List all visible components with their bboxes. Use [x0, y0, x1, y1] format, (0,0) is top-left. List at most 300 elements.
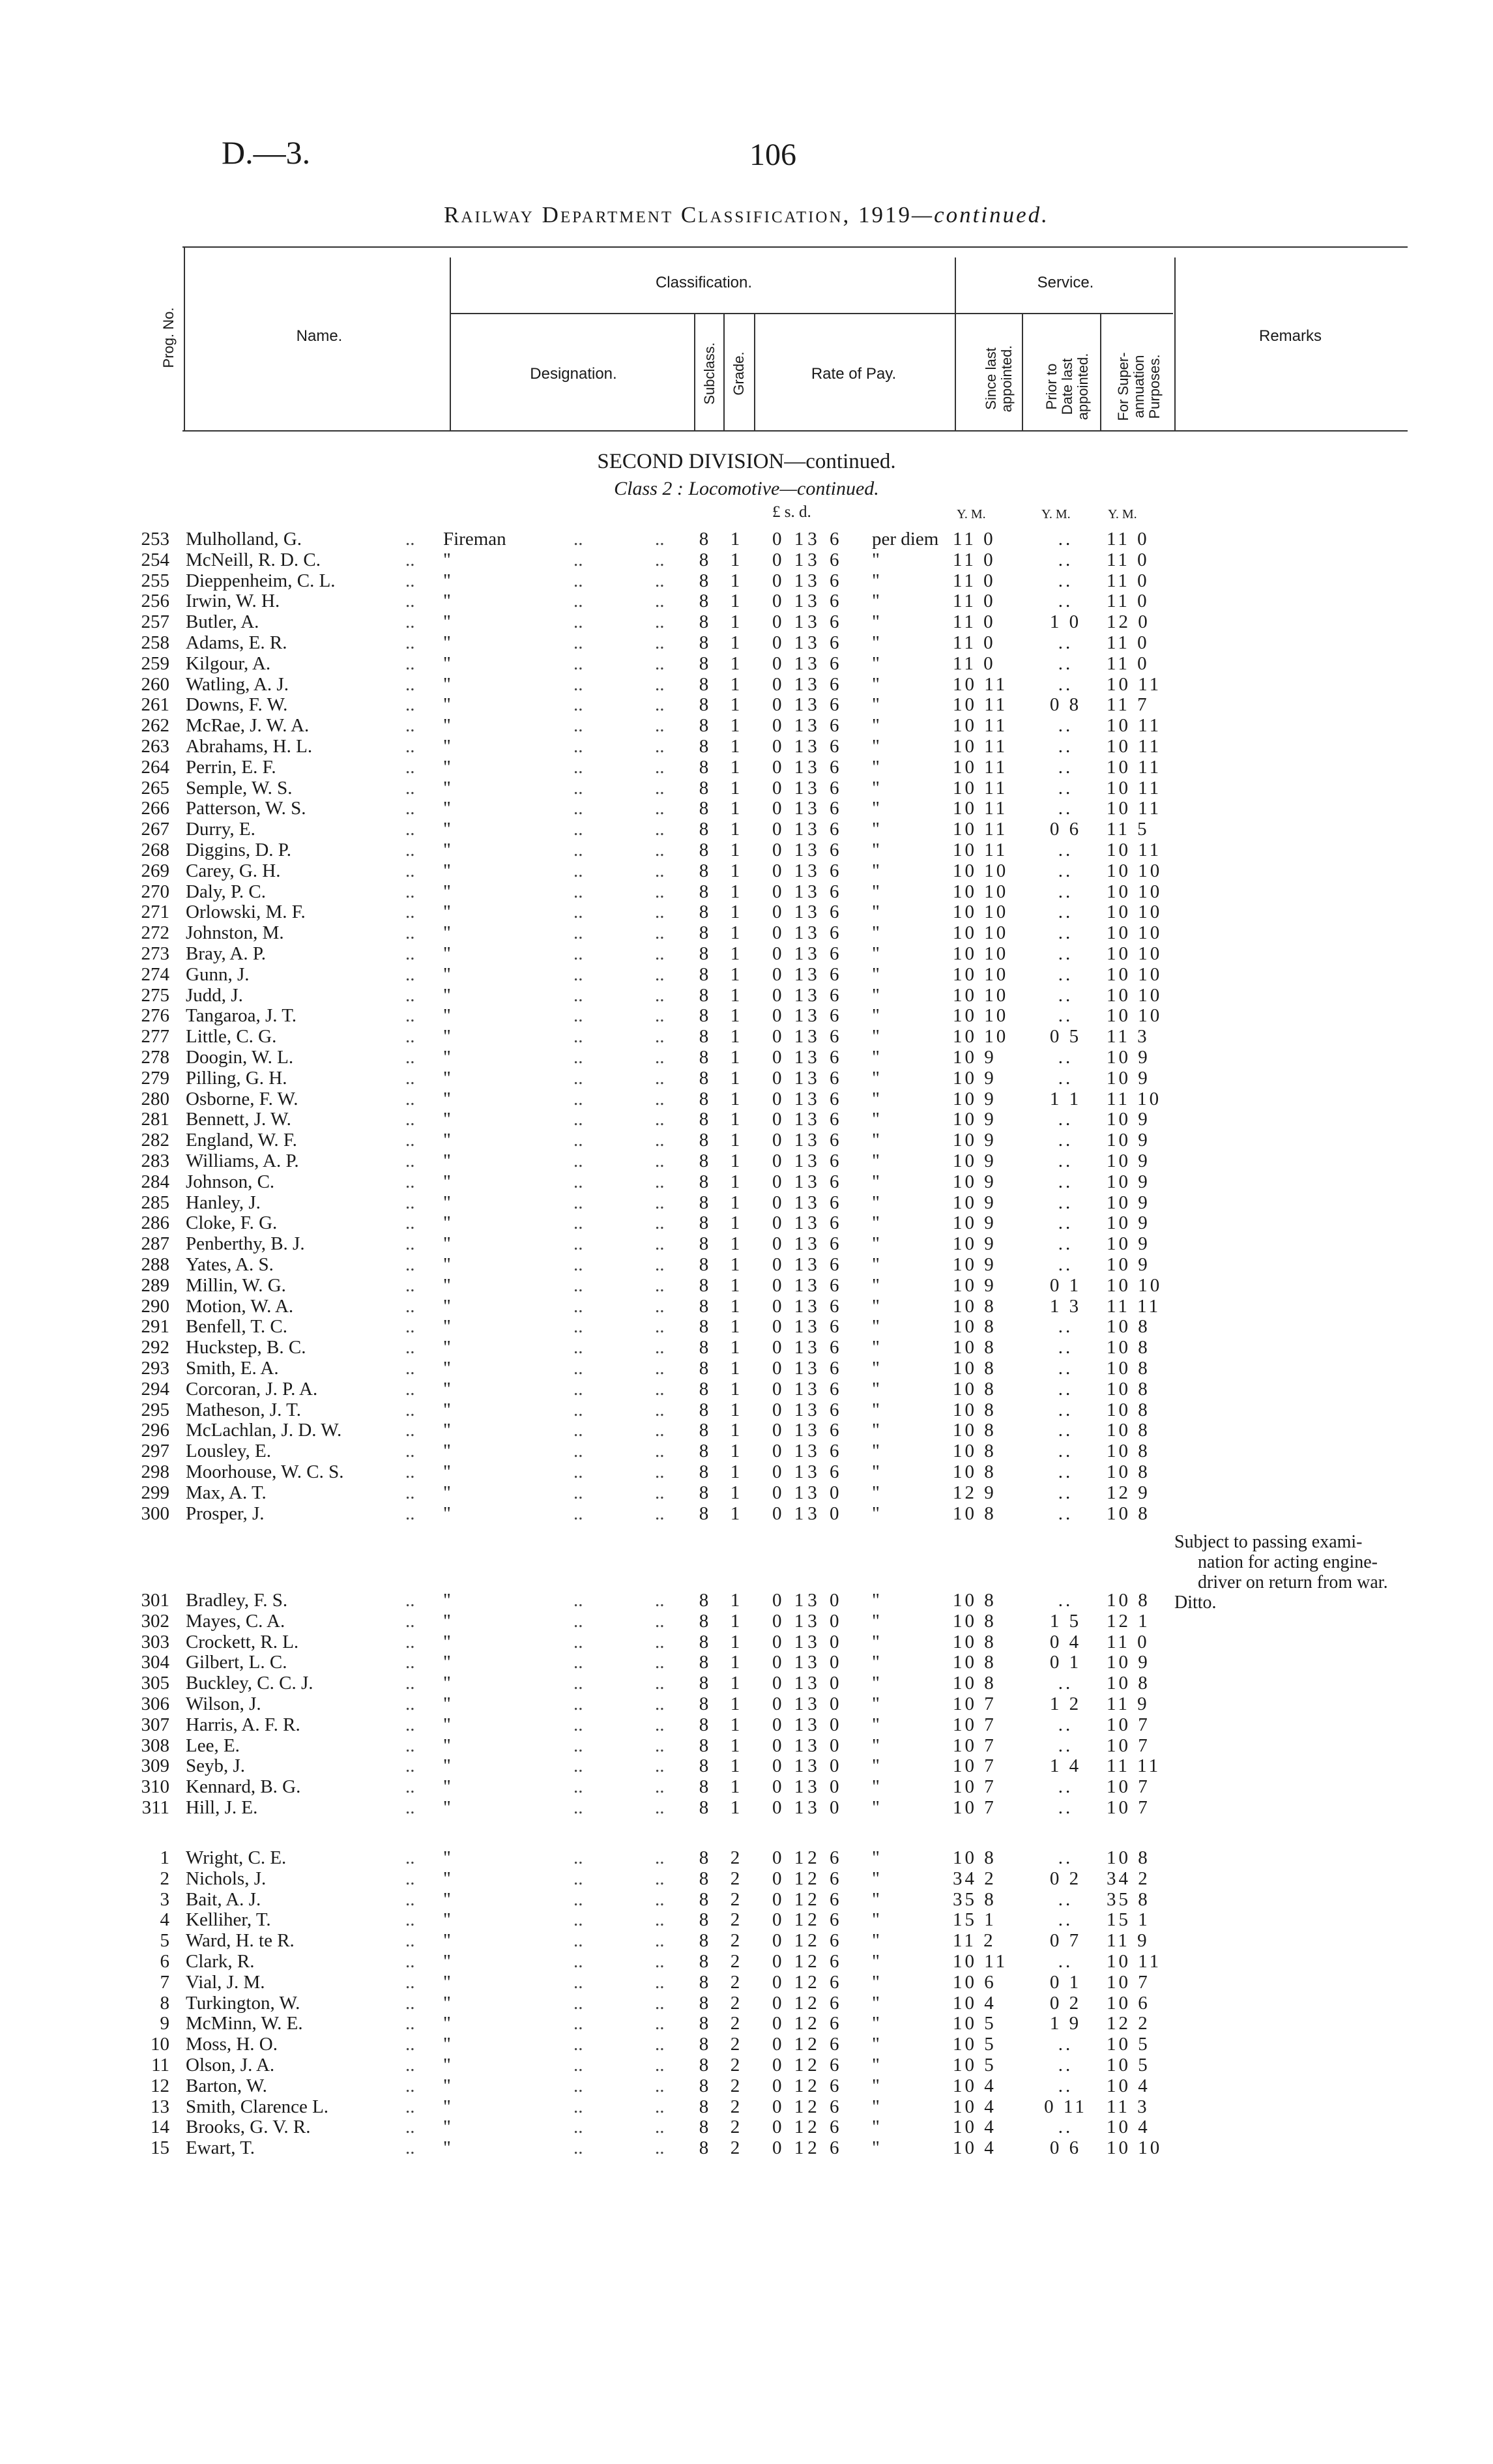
- cell-name: Lee, E.: [186, 1735, 240, 1756]
- cell-pay-unit: ": [872, 653, 880, 674]
- cell-service-super: 10 10: [1107, 922, 1163, 944]
- cell-designation: ": [443, 2096, 451, 2117]
- cell-service-prior: ..: [1058, 632, 1073, 653]
- cell-grade: 1: [730, 922, 740, 944]
- cell-prog-no: 5: [160, 1930, 169, 1952]
- cell-pay-unit: ": [872, 922, 880, 944]
- leader-dots: ..: [405, 1358, 415, 1379]
- cell-service-since: 10 9: [953, 1171, 996, 1192]
- cell-service-prior: 0 1: [1049, 1652, 1082, 1673]
- cell-pay-unit: ": [872, 1171, 880, 1192]
- leader-dots: ..: [655, 1171, 665, 1192]
- cell-service-since: 10 10: [953, 860, 1009, 881]
- cell-grade: 1: [730, 1590, 740, 1611]
- cell-service-super: 11 3: [1107, 1026, 1150, 1048]
- cell-name: Daly, P. C.: [186, 881, 266, 902]
- leader-dots: ..: [573, 1930, 583, 1952]
- cell-designation: ": [443, 2055, 451, 2075]
- cell-pay-unit: ": [872, 1714, 880, 1735]
- cell-name: Crockett, R. L.: [186, 1631, 299, 1652]
- cell-subclass: 8: [699, 1420, 709, 1441]
- cell-pay-unit: ": [872, 1109, 880, 1130]
- cell-pay-unit: ": [872, 819, 880, 840]
- cell-prog-no: 292: [141, 1337, 169, 1358]
- leader-dots: ..: [573, 2034, 583, 2055]
- cell-service-prior: ..: [1058, 2034, 1073, 2055]
- col-rate-of-pay: Rate of Pay.: [811, 365, 897, 383]
- cell-service-super: 11 9: [1107, 1930, 1150, 1952]
- cell-rate-of-pay: 0 13 0: [772, 1631, 843, 1652]
- leader-dots: ..: [655, 736, 665, 757]
- cell-grade: 1: [730, 756, 740, 778]
- leader-dots: ..: [405, 777, 415, 799]
- title-continued: —continued.: [912, 202, 1049, 227]
- cell-rate-of-pay: 0 13 0: [772, 1673, 843, 1694]
- cell-service-super: 10 11: [1107, 1951, 1162, 1972]
- leader-dots: ..: [655, 1992, 665, 2014]
- leader-dots: ..: [405, 1755, 415, 1777]
- cell-designation: ": [443, 1951, 451, 1972]
- cell-service-prior: ..: [1058, 1797, 1073, 1818]
- leader-dots: ..: [655, 1047, 665, 1068]
- rule-prog: [184, 246, 185, 432]
- col-prior-to-date: Prior to Date last appointed.: [1043, 353, 1091, 420]
- cell-rate-of-pay: 0 12 6: [772, 1868, 843, 1889]
- cell-prog-no: 267: [141, 819, 169, 840]
- leader-dots: ..: [573, 2013, 583, 2034]
- cell-pay-unit: ": [872, 1151, 880, 1171]
- cell-pay-unit: ": [872, 591, 880, 612]
- cell-subclass: 8: [699, 1797, 709, 1818]
- cell-pay-unit: ": [872, 1337, 880, 1358]
- cell-prog-no: 2: [160, 1868, 169, 1889]
- leader-dots: ..: [573, 2075, 583, 2096]
- cell-grade: 1: [730, 673, 740, 695]
- leader-dots: ..: [573, 984, 583, 1006]
- cell-designation: ": [443, 1254, 451, 1275]
- cell-service-super: 10 9: [1107, 1151, 1150, 1171]
- cell-grade: 1: [730, 1652, 740, 1673]
- leader-dots: ..: [405, 798, 415, 819]
- leader-dots: ..: [655, 1274, 665, 1296]
- cell-pay-unit: ": [872, 840, 880, 860]
- cell-service-prior: 0 8: [1049, 694, 1082, 716]
- cell-service-super: 11 0: [1107, 529, 1150, 550]
- rule-sub: [723, 314, 725, 432]
- cell-grade: 1: [730, 1358, 740, 1379]
- cell-grade: 1: [730, 1631, 740, 1652]
- cell-pay-unit: ": [872, 756, 880, 778]
- leader-dots: ..: [573, 1151, 583, 1171]
- cell-service-since: 10 11: [953, 736, 1008, 757]
- cell-pay-unit: ": [872, 1776, 880, 1798]
- cell-name: Kennard, B. G.: [186, 1776, 301, 1798]
- cell-pay-unit: ": [872, 902, 880, 923]
- leader-dots: ..: [405, 549, 415, 570]
- cell-service-prior: ..: [1058, 1378, 1073, 1400]
- cell-pay-unit: ": [872, 1358, 880, 1379]
- cell-pay-unit: ": [872, 881, 880, 902]
- cell-name: Patterson, W. S.: [186, 798, 306, 819]
- cell-name: Lousley, E.: [186, 1441, 272, 1462]
- cell-prog-no: 304: [141, 1652, 169, 1673]
- leader-dots: ..: [655, 1088, 665, 1109]
- cell-service-super: 10 10: [1107, 902, 1163, 923]
- table-row: [0, 1109, 1493, 1129]
- leader-dots: ..: [405, 1971, 415, 1993]
- cell-pay-unit: ": [872, 1192, 880, 1213]
- cell-service-prior: 1 3: [1049, 1295, 1082, 1317]
- leader-dots: ..: [573, 798, 583, 819]
- cell-service-since: 10 10: [953, 943, 1009, 964]
- cell-service-prior: 0 11: [1044, 2096, 1087, 2117]
- leader-dots: ..: [573, 2137, 583, 2159]
- cell-service-prior: 0 2: [1049, 1992, 1082, 2014]
- cell-name: Hanley, J.: [186, 1192, 261, 1213]
- cell-name: Smith, Clarence L.: [186, 2096, 329, 2117]
- cell-service-prior: ..: [1058, 1067, 1073, 1089]
- cell-pay-unit: ": [872, 1847, 880, 1868]
- cell-service-since: 35 8: [953, 1888, 996, 1910]
- leader-dots: ..: [655, 1776, 665, 1798]
- cell-service-super: 10 10: [1107, 984, 1163, 1006]
- leader-dots: ..: [655, 2013, 665, 2034]
- cell-subclass: 8: [699, 1233, 709, 1255]
- leader-dots: ..: [405, 736, 415, 757]
- table-row: [0, 1756, 1493, 1776]
- cell-name: Kilgour, A.: [186, 653, 271, 674]
- cell-prog-no: 259: [141, 653, 169, 674]
- cell-designation: ": [443, 1026, 451, 1048]
- cell-service-prior: 0 1: [1049, 1971, 1082, 1993]
- leader-dots: ..: [573, 860, 583, 881]
- leader-dots: ..: [655, 1735, 665, 1756]
- cell-rate-of-pay: 0 12 6: [772, 2055, 843, 2075]
- cell-service-since: 10 11: [953, 673, 1008, 695]
- cell-subclass: 8: [699, 1461, 709, 1482]
- leader-dots: ..: [405, 611, 415, 633]
- cell-service-since: 10 7: [953, 1755, 996, 1777]
- leader-dots: ..: [405, 653, 415, 674]
- cell-designation: ": [443, 943, 451, 964]
- leader-dots: ..: [655, 1316, 665, 1338]
- cell-name: Matheson, J. T.: [186, 1399, 301, 1420]
- cell-designation: ": [443, 963, 451, 985]
- leader-dots: ..: [573, 1971, 583, 1993]
- leader-dots: ..: [655, 1192, 665, 1213]
- cell-grade: 1: [730, 777, 740, 799]
- cell-pay-unit: ": [872, 1951, 880, 1972]
- cell-rate-of-pay: 0 13 6: [772, 756, 843, 778]
- cell-service-super: 10 11: [1107, 798, 1162, 819]
- cell-name: Barton, W.: [186, 2075, 267, 2096]
- cell-service-since: 11 0: [953, 611, 996, 633]
- cell-pay-unit: ": [872, 1212, 880, 1234]
- leader-dots: ..: [405, 570, 415, 591]
- cell-rate-of-pay: 0 12 6: [772, 1951, 843, 1972]
- cell-service-super: 10 9: [1107, 1254, 1150, 1275]
- cell-prog-no: 302: [141, 1610, 169, 1632]
- leader-dots: ..: [655, 570, 665, 591]
- leader-dots: ..: [405, 860, 415, 881]
- leader-dots: ..: [573, 1171, 583, 1192]
- cell-pay-unit: ": [872, 736, 880, 757]
- cell-service-super: 10 7: [1107, 1776, 1150, 1798]
- cell-service-super: 10 11: [1107, 673, 1162, 695]
- cell-prog-no: 282: [141, 1130, 169, 1151]
- cell-service-since: 10 8: [953, 1295, 996, 1317]
- cell-grade: 1: [730, 984, 740, 1006]
- cell-name: Pilling, G. H.: [186, 1067, 287, 1089]
- leader-dots: ..: [573, 1714, 583, 1735]
- cell-rate-of-pay: 0 12 6: [772, 2117, 843, 2138]
- cell-designation: ": [443, 2137, 451, 2159]
- leader-dots: ..: [405, 1992, 415, 2014]
- cell-pay-unit: ": [872, 1590, 880, 1611]
- leader-dots: ..: [405, 591, 415, 612]
- cell-name: Seyb, J.: [186, 1755, 246, 1777]
- leader-dots: ..: [573, 1295, 583, 1317]
- cell-service-since: 10 11: [953, 840, 1008, 860]
- cell-subclass: 8: [699, 1212, 709, 1234]
- cell-name: McNeill, R. D. C.: [186, 549, 321, 570]
- cell-rate-of-pay: 0 13 6: [772, 611, 843, 633]
- cell-service-since: 10 9: [953, 1212, 996, 1234]
- cell-designation: ": [443, 1631, 451, 1652]
- leader-dots: ..: [573, 1212, 583, 1234]
- cell-service-super: 10 6: [1107, 1992, 1150, 2014]
- table-row: [0, 1952, 1493, 1971]
- leader-dots: ..: [405, 2117, 415, 2138]
- leader-dots: ..: [573, 1776, 583, 1798]
- cell-prog-no: 263: [141, 736, 169, 757]
- cell-service-super: 10 8: [1107, 1847, 1150, 1868]
- table-row: [0, 819, 1493, 839]
- cell-rate-of-pay: 0 13 6: [772, 963, 843, 985]
- cell-name: Bray, A. P.: [186, 943, 266, 964]
- cell-prog-no: 274: [141, 963, 169, 985]
- leader-dots: ..: [573, 1797, 583, 1818]
- table-row: [0, 902, 1493, 922]
- cell-subclass: 8: [699, 1847, 709, 1868]
- cell-name: Turkington, W.: [186, 1992, 300, 2014]
- cell-name: Williams, A. P.: [186, 1151, 299, 1171]
- leader-dots: ..: [655, 1868, 665, 1889]
- cell-subclass: 8: [699, 2034, 709, 2055]
- leader-dots: ..: [405, 1909, 415, 1931]
- cell-rate-of-pay: 0 13 6: [772, 632, 843, 653]
- leader-dots: ..: [405, 1735, 415, 1756]
- table-row: [0, 1297, 1493, 1316]
- cell-grade: 1: [730, 570, 740, 591]
- cell-service-prior: 1 5: [1049, 1610, 1082, 1632]
- cell-designation: ": [443, 549, 451, 570]
- cell-pay-unit: ": [872, 2137, 880, 2159]
- cell-grade: 1: [730, 1088, 740, 1109]
- cell-subclass: 8: [699, 1026, 709, 1048]
- cell-subclass: 8: [699, 570, 709, 591]
- cell-service-prior: ..: [1058, 1212, 1073, 1234]
- cell-designation: ": [443, 1067, 451, 1089]
- table-row: [0, 882, 1493, 902]
- leader-dots: ..: [573, 549, 583, 570]
- remarks-line: driver on return from war.: [1198, 1572, 1388, 1592]
- cell-service-super: 10 8: [1107, 1673, 1150, 1694]
- cell-prog-no: 272: [141, 922, 169, 944]
- cell-grade: 1: [730, 1337, 740, 1358]
- cell-service-since: 11 0: [953, 591, 996, 612]
- cell-prog-no: 14: [151, 2117, 169, 2138]
- document-reference: D.—3.: [222, 134, 311, 171]
- col-remarks: Remarks: [1258, 327, 1322, 345]
- leader-dots: ..: [405, 1868, 415, 1889]
- cell-subclass: 8: [699, 1378, 709, 1400]
- cell-grade: 1: [730, 1378, 740, 1400]
- cell-grade: 1: [730, 1694, 740, 1714]
- leader-dots: ..: [405, 1399, 415, 1420]
- cell-subclass: 8: [699, 1694, 709, 1714]
- leader-dots: ..: [573, 777, 583, 799]
- cell-prog-no: 296: [141, 1420, 169, 1441]
- cell-prog-no: 280: [141, 1088, 169, 1109]
- cell-designation: ": [443, 1358, 451, 1379]
- cell-designation: ": [443, 653, 451, 674]
- cell-subclass: 8: [699, 1441, 709, 1462]
- cell-prog-no: 276: [141, 1005, 169, 1027]
- cell-grade: 2: [730, 1971, 740, 1993]
- cell-pay-unit: ": [872, 2055, 880, 2075]
- cell-pay-unit: ": [872, 963, 880, 985]
- cell-prog-no: 257: [141, 611, 169, 633]
- cell-grade: 1: [730, 1482, 740, 1503]
- cell-subclass: 8: [699, 1673, 709, 1694]
- table-row: [0, 1172, 1493, 1192]
- leader-dots: ..: [573, 1337, 583, 1358]
- cell-designation: ": [443, 2034, 451, 2055]
- cell-name: Motion, W. A.: [186, 1295, 294, 1317]
- leader-dots: ..: [655, 881, 665, 902]
- cell-service-since: 10 11: [953, 777, 1008, 799]
- cell-service-super: 11 0: [1107, 570, 1150, 591]
- cell-designation: ": [443, 2117, 451, 2138]
- cell-service-prior: ..: [1058, 1130, 1073, 1151]
- cell-rate-of-pay: 0 13 6: [772, 1441, 843, 1462]
- cell-service-super: 11 10: [1107, 1088, 1162, 1109]
- leader-dots: ..: [405, 963, 415, 985]
- cell-pay-unit: ": [872, 1399, 880, 1420]
- cell-rate-of-pay: 0 13 6: [772, 860, 843, 881]
- cell-service-super: 12 9: [1107, 1482, 1150, 1503]
- cell-service-super: 10 9: [1107, 1130, 1150, 1151]
- leader-dots: ..: [573, 943, 583, 964]
- leader-dots: ..: [655, 1067, 665, 1089]
- cell-prog-no: 1: [160, 1847, 169, 1868]
- cell-service-since: 15 1: [953, 1909, 996, 1931]
- cell-service-prior: ..: [1058, 1233, 1073, 1255]
- cell-service-since: 10 9: [953, 1151, 996, 1171]
- cell-subclass: 8: [699, 1755, 709, 1777]
- cell-grade: 1: [730, 694, 740, 716]
- cell-service-since: 10 5: [953, 2034, 996, 2055]
- cell-name: Irwin, W. H.: [186, 591, 280, 612]
- leader-dots: ..: [405, 1673, 415, 1694]
- cell-prog-no: 261: [141, 694, 169, 716]
- cell-rate-of-pay: 0 13 6: [772, 943, 843, 964]
- leader-dots: ..: [405, 1951, 415, 1972]
- cell-designation: ": [443, 1233, 451, 1255]
- cell-grade: 1: [730, 549, 740, 570]
- leader-dots: ..: [655, 1130, 665, 1151]
- table-row: [0, 1973, 1493, 1992]
- cell-grade: 1: [730, 1461, 740, 1482]
- cell-grade: 1: [730, 1673, 740, 1694]
- leader-dots: ..: [573, 1233, 583, 1255]
- cell-rate-of-pay: 0 13 6: [772, 1254, 843, 1275]
- cell-service-since: 11 0: [953, 653, 996, 674]
- cell-rate-of-pay: 0 12 6: [772, 2075, 843, 2096]
- cell-rate-of-pay: 0 12 6: [772, 2034, 843, 2055]
- cell-rate-of-pay: 0 13 0: [772, 1610, 843, 1632]
- table-row: [0, 1276, 1493, 1295]
- cell-name: Diggins, D. P.: [186, 840, 291, 860]
- leader-dots: ..: [573, 2055, 583, 2075]
- leader-dots: ..: [573, 1254, 583, 1275]
- cell-service-prior: ..: [1058, 860, 1073, 881]
- leader-dots: ..: [573, 529, 583, 550]
- cell-service-super: 10 8: [1107, 1316, 1150, 1338]
- cell-rate-of-pay: 0 12 6: [772, 1930, 843, 1952]
- leader-dots: ..: [405, 1888, 415, 1910]
- cell-service-prior: 0 4: [1049, 1631, 1082, 1652]
- leader-dots: ..: [573, 715, 583, 737]
- leader-dots: ..: [655, 673, 665, 695]
- cell-service-prior: ..: [1058, 1482, 1073, 1503]
- cell-rate-of-pay: 0 13 6: [772, 1358, 843, 1379]
- leader-dots: ..: [405, 1461, 415, 1482]
- cell-subclass: 8: [699, 2117, 709, 2138]
- cell-rate-of-pay: 0 13 6: [772, 1130, 843, 1151]
- cell-service-prior: ..: [1058, 1909, 1073, 1931]
- cell-prog-no: 256: [141, 591, 169, 612]
- cell-pay-unit: ": [872, 984, 880, 1006]
- leader-dots: ..: [405, 1047, 415, 1068]
- leader-dots: ..: [655, 694, 665, 716]
- cell-service-prior: 1 4: [1049, 1755, 1082, 1777]
- cell-subclass: 8: [699, 756, 709, 778]
- cell-service-since: 11 0: [953, 570, 996, 591]
- cell-rate-of-pay: 0 12 6: [772, 2137, 843, 2159]
- cell-rate-of-pay: 0 13 6: [772, 570, 843, 591]
- leader-dots: ..: [655, 943, 665, 964]
- leader-dots: ..: [655, 1026, 665, 1048]
- cell-pay-unit: ": [872, 715, 880, 737]
- cell-subclass: 8: [699, 984, 709, 1006]
- cell-designation: ": [443, 840, 451, 860]
- cell-name: McMinn, W. E.: [186, 2013, 303, 2034]
- table-row: [0, 1193, 1493, 1212]
- cell-name: Downs, F. W.: [186, 694, 288, 716]
- cell-name: Johnson, C.: [186, 1171, 275, 1192]
- cell-service-prior: ..: [1058, 943, 1073, 964]
- cell-name: Durry, E.: [186, 819, 255, 840]
- leader-dots: ..: [573, 1274, 583, 1296]
- cell-rate-of-pay: 0 12 6: [772, 1971, 843, 1993]
- cell-pay-unit: ": [872, 1755, 880, 1777]
- cell-grade: 2: [730, 2075, 740, 2096]
- cell-designation: ": [443, 2013, 451, 2034]
- cell-prog-no: 3: [160, 1888, 169, 1910]
- cell-designation: ": [443, 632, 451, 653]
